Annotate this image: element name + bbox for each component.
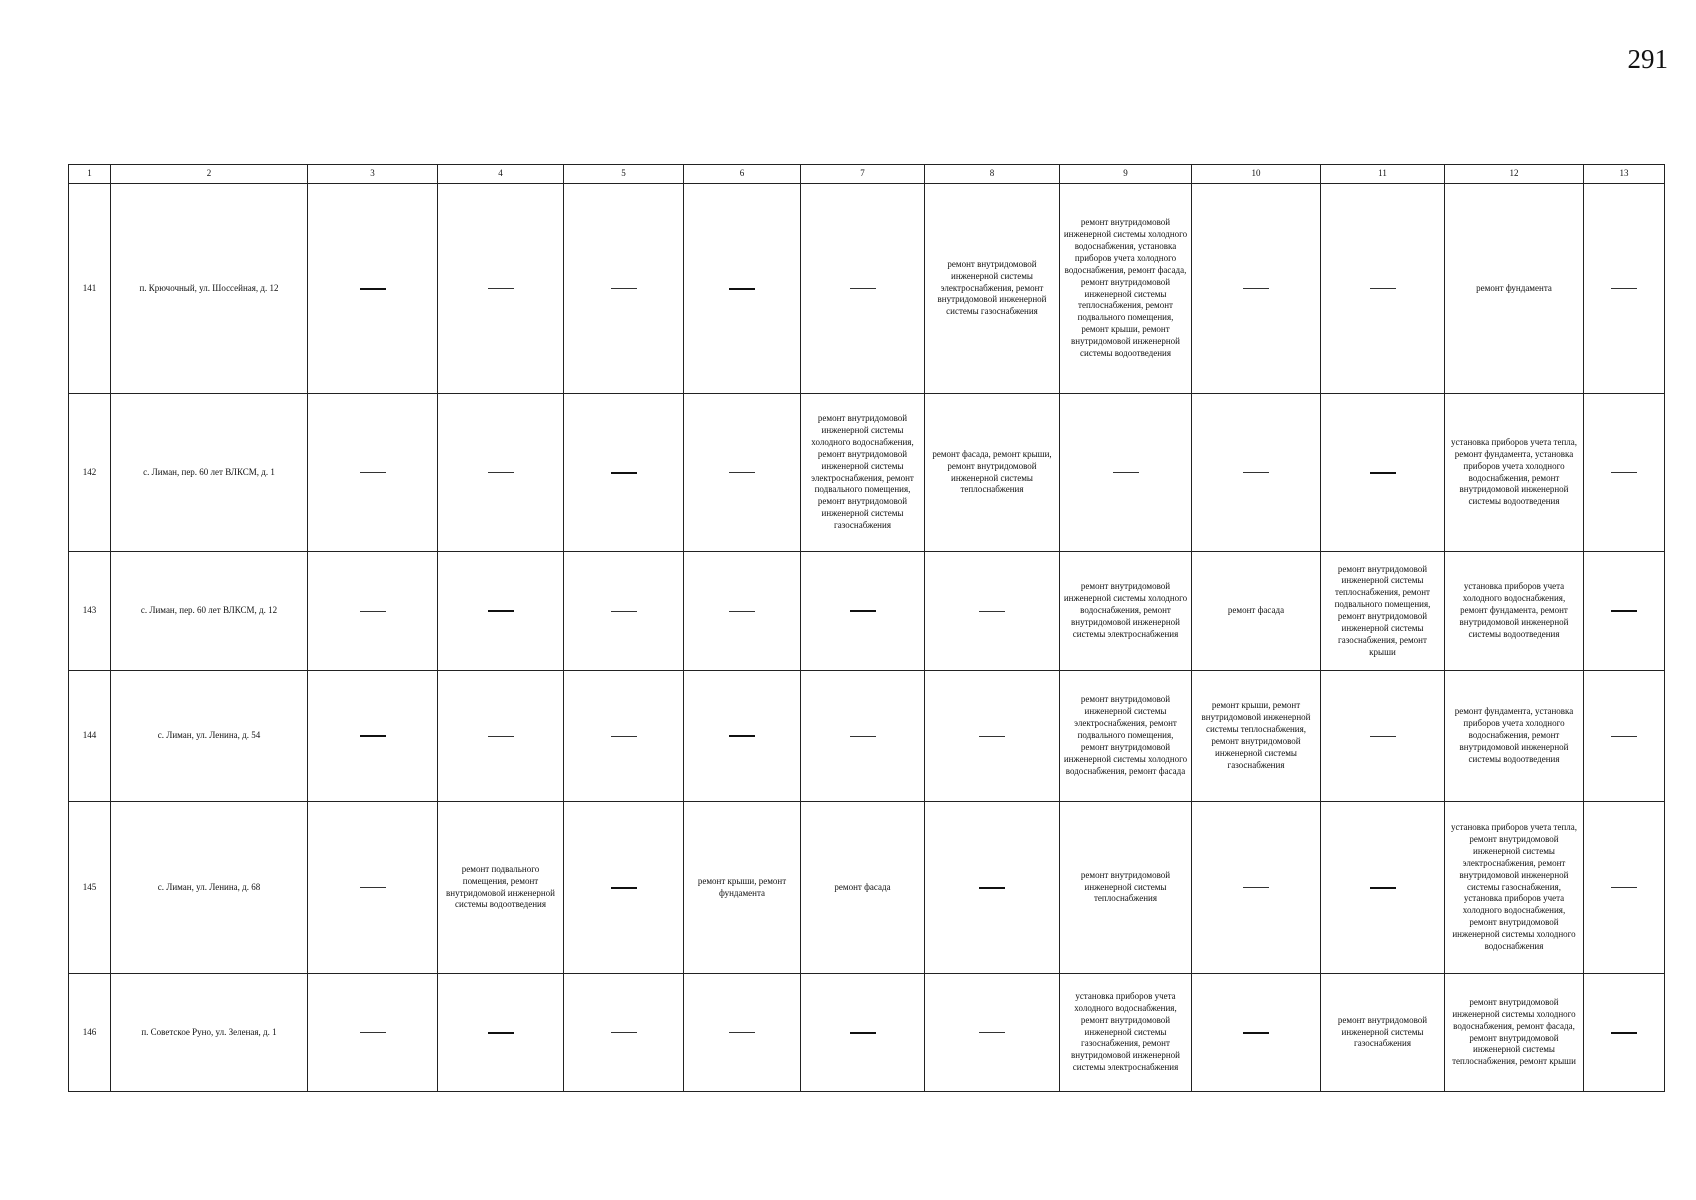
dash-mark bbox=[979, 887, 1005, 889]
empty-cell bbox=[1584, 802, 1665, 974]
empty-cell bbox=[1192, 184, 1321, 394]
empty-cell bbox=[684, 184, 801, 394]
work-cell bbox=[925, 394, 1060, 552]
empty-cell bbox=[438, 394, 564, 552]
work-cell bbox=[1060, 802, 1192, 974]
empty-cell bbox=[1192, 802, 1321, 974]
work-description: ремонт внутридомовой инженерной системы теплоснабжения, ремонт подвального помещения, ремонт внутридомовой инженерной системы газоснабжения, ремонт крыши bbox=[1334, 563, 1431, 657]
dash-mark bbox=[611, 611, 637, 612]
column-header: 8 bbox=[925, 165, 1060, 184]
empty-cell bbox=[564, 974, 684, 1092]
dash-mark bbox=[1611, 736, 1637, 737]
dash-mark bbox=[611, 1032, 637, 1033]
work-description: установка приборов учета тепла, ремонт внутридомовой инженерной системы электроснабжения, ремонт внутридомовой инженерной системы газоснабжения, установка приборов учета холодного водоснабжения, ремонт внутридомовой инженерной системы холодного водоснабжения bbox=[1450, 822, 1578, 951]
column-header: 2 bbox=[111, 165, 308, 184]
table-row bbox=[69, 974, 1665, 1092]
column-header: 9 bbox=[1060, 165, 1192, 184]
work-cell bbox=[1445, 184, 1584, 394]
work-cell bbox=[1445, 552, 1584, 671]
dash-mark bbox=[611, 736, 637, 737]
work-description: ремонт фасада bbox=[1227, 605, 1285, 616]
empty-cell bbox=[564, 802, 684, 974]
empty-cell bbox=[684, 974, 801, 1092]
dash-mark bbox=[360, 887, 386, 888]
dash-mark bbox=[488, 736, 514, 737]
dash-mark bbox=[850, 736, 876, 737]
work-description: ремонт крыши, ремонт фундамента bbox=[697, 875, 787, 898]
empty-cell bbox=[308, 671, 438, 802]
work-description: установка приборов учета холодного водоснабжения, ремонт внутридомовой инженерной системы газоснабжения, ремонт внутридомовой инженерной системы электроснабжения bbox=[1071, 990, 1180, 1073]
work-cell bbox=[1445, 394, 1584, 552]
table-row bbox=[69, 802, 1665, 974]
dash-mark bbox=[1611, 472, 1637, 473]
empty-cell bbox=[564, 671, 684, 802]
empty-cell bbox=[1584, 974, 1665, 1092]
empty-cell bbox=[438, 974, 564, 1092]
empty-cell bbox=[801, 974, 925, 1092]
work-description: ремонт фундамента bbox=[1476, 282, 1552, 293]
row-number: 142 bbox=[69, 394, 111, 552]
empty-cell bbox=[308, 974, 438, 1092]
table-row bbox=[69, 552, 1665, 671]
empty-cell bbox=[1060, 394, 1192, 552]
work-cell bbox=[1192, 671, 1321, 802]
dash-mark bbox=[1370, 736, 1396, 737]
work-cell bbox=[801, 802, 925, 974]
dash-mark bbox=[360, 611, 386, 612]
work-description: установка приборов учета холодного водоснабжения, ремонт фундамента, ремонт внутридомовой инженерной системы водоотведения bbox=[1459, 581, 1569, 639]
dash-mark bbox=[729, 611, 755, 612]
empty-cell bbox=[1321, 394, 1445, 552]
dash-mark bbox=[850, 610, 876, 612]
dash-mark bbox=[979, 736, 1005, 737]
work-description: ремонт внутридомовой инженерной системы газоснабжения bbox=[1337, 1014, 1428, 1049]
row-number: 144 bbox=[69, 671, 111, 802]
work-description: ремонт фундамента, установка приборов учета холодного водоснабжения, ремонт внутридомовой инженерной системы водоотведения bbox=[1454, 706, 1574, 764]
repair-schedule-table bbox=[68, 164, 1665, 1092]
column-header: 6 bbox=[684, 165, 801, 184]
work-cell bbox=[801, 394, 925, 552]
empty-cell bbox=[308, 394, 438, 552]
work-description: ремонт внутридомовой инженерной системы холодного водоснабжения, ремонт фасада, ремонт внутридомовой инженерной системы теплоснабжения, ремонт крыши bbox=[1452, 996, 1576, 1067]
dash-mark bbox=[488, 288, 514, 289]
empty-cell bbox=[308, 184, 438, 394]
table-row bbox=[69, 184, 1665, 394]
dash-mark bbox=[1243, 1032, 1269, 1034]
empty-cell bbox=[564, 552, 684, 671]
dash-mark bbox=[1243, 288, 1269, 289]
empty-cell bbox=[1584, 394, 1665, 552]
empty-cell bbox=[684, 552, 801, 671]
empty-cell bbox=[308, 552, 438, 671]
work-cell bbox=[1445, 802, 1584, 974]
column-header: 10 bbox=[1192, 165, 1321, 184]
column-header: 7 bbox=[801, 165, 925, 184]
empty-cell bbox=[438, 671, 564, 802]
page-number: 291 bbox=[1627, 44, 1668, 74]
dash-mark bbox=[1370, 288, 1396, 289]
address-cell: с. Лиман, пер. 60 лет ВЛКСМ, д. 12 bbox=[111, 552, 308, 671]
dash-mark bbox=[360, 472, 386, 473]
table-body bbox=[69, 184, 1665, 1092]
row-number: 145 bbox=[69, 802, 111, 974]
address-cell: п. Советское Руно, ул. Зеленая, д. 1 bbox=[111, 974, 308, 1092]
work-cell bbox=[925, 184, 1060, 394]
dash-mark bbox=[1243, 472, 1269, 473]
dash-mark bbox=[1113, 472, 1139, 473]
work-description: ремонт внутридомовой инженерной системы холодного водоснабжения, ремонт внутридомовой инженерной системы электроснабжения, ремонт подвального помещения, ремонт внутридомовой инженерной системы газоснабжения bbox=[811, 413, 914, 530]
column-header: 3 bbox=[308, 165, 438, 184]
work-cell bbox=[1321, 552, 1445, 671]
dash-mark bbox=[729, 472, 755, 473]
address-cell: п. Крючочный, ул. Шоссейная, д. 12 bbox=[111, 184, 308, 394]
work-cell bbox=[1445, 974, 1584, 1092]
dash-mark bbox=[979, 1032, 1005, 1033]
empty-cell bbox=[801, 552, 925, 671]
table-row bbox=[69, 671, 1665, 802]
empty-cell bbox=[925, 974, 1060, 1092]
work-cell bbox=[1192, 552, 1321, 671]
empty-cell bbox=[1192, 394, 1321, 552]
work-cell bbox=[1060, 671, 1192, 802]
table-row bbox=[69, 394, 1665, 552]
work-description: ремонт подвального помещения, ремонт внутридомовой инженерной системы водоотведения bbox=[446, 863, 555, 910]
work-cell bbox=[1060, 974, 1192, 1092]
dash-mark bbox=[1370, 472, 1396, 474]
dash-mark bbox=[850, 1032, 876, 1034]
dash-mark bbox=[729, 1032, 755, 1033]
empty-cell bbox=[1321, 184, 1445, 394]
address-cell: с. Лиман, ул. Ленина, д. 54 bbox=[111, 671, 308, 802]
dash-mark bbox=[360, 288, 386, 290]
empty-cell bbox=[564, 394, 684, 552]
address-cell: с. Лиман, ул. Ленина, д. 68 bbox=[111, 802, 308, 974]
dash-mark bbox=[488, 1032, 514, 1034]
work-cell bbox=[1060, 552, 1192, 671]
column-header: 1 bbox=[69, 165, 111, 184]
work-description: ремонт внутридомовой инженерной системы теплоснабжения bbox=[1080, 869, 1171, 904]
dash-mark bbox=[729, 735, 755, 737]
empty-cell bbox=[925, 802, 1060, 974]
work-cell bbox=[684, 802, 801, 974]
row-number: 143 bbox=[69, 552, 111, 671]
dash-mark bbox=[1611, 610, 1637, 612]
empty-cell bbox=[438, 184, 564, 394]
empty-cell bbox=[438, 552, 564, 671]
column-header: 11 bbox=[1321, 165, 1445, 184]
work-cell bbox=[438, 802, 564, 974]
dash-mark bbox=[850, 288, 876, 289]
empty-cell bbox=[308, 802, 438, 974]
dash-mark bbox=[611, 288, 637, 289]
work-description: ремонт фасада, ремонт крыши, ремонт внутридомовой инженерной системы теплоснабжения bbox=[932, 448, 1052, 495]
empty-cell bbox=[564, 184, 684, 394]
empty-cell bbox=[684, 394, 801, 552]
dash-mark bbox=[729, 288, 755, 290]
work-description: ремонт внутридомовой инженерной системы электроснабжения, ремонт подвального помещения, ремонт внутридомовой инженерной системы холодного водоснабжения, ремонт фасада bbox=[1063, 694, 1188, 776]
dash-mark bbox=[611, 887, 637, 889]
dash-mark bbox=[488, 472, 514, 473]
empty-cell bbox=[1321, 671, 1445, 802]
work-cell bbox=[1060, 184, 1192, 394]
dash-mark bbox=[1611, 1032, 1637, 1034]
empty-cell bbox=[1584, 552, 1665, 671]
work-description: ремонт фасада bbox=[834, 881, 891, 892]
row-number: 141 bbox=[69, 184, 111, 394]
dash-mark bbox=[360, 735, 386, 737]
work-cell bbox=[1445, 671, 1584, 802]
empty-cell bbox=[925, 552, 1060, 671]
dash-mark bbox=[611, 472, 637, 474]
empty-cell bbox=[801, 671, 925, 802]
empty-cell bbox=[1321, 802, 1445, 974]
empty-cell bbox=[1584, 671, 1665, 802]
column-header: 4 bbox=[438, 165, 564, 184]
row-number: 146 bbox=[69, 974, 111, 1092]
column-header: 12 bbox=[1445, 165, 1584, 184]
work-description: ремонт внутридомовой инженерной системы холодного водоснабжения, ремонт внутридомовой инженерной системы электроснабжения bbox=[1063, 581, 1188, 639]
column-header: 13 bbox=[1584, 165, 1665, 184]
dash-mark bbox=[1243, 887, 1269, 888]
address-cell: с. Лиман, пер. 60 лет ВЛКСМ, д. 1 bbox=[111, 394, 308, 552]
work-description: ремонт внутридомовой инженерной системы электроснабжения, ремонт внутридомовой инженерной системы газоснабжения bbox=[937, 258, 1047, 317]
dash-mark bbox=[1611, 887, 1637, 888]
empty-cell bbox=[684, 671, 801, 802]
work-cell bbox=[1321, 974, 1445, 1092]
dash-mark bbox=[488, 610, 514, 612]
work-description: ремонт внутридомовой инженерной системы холодного водоснабжения, установка приборов учета холодного водоснабжения, ремонт фасада, ремонт внутридомовой инженерной системы теплоснабжения, ремонт подвального помещения, ремонт крыши, ремонт внутридомовой инженерной системы водоотведения bbox=[1063, 217, 1188, 358]
dash-mark bbox=[1611, 288, 1637, 289]
column-header: 5 bbox=[564, 165, 684, 184]
empty-cell bbox=[801, 184, 925, 394]
dash-mark bbox=[979, 611, 1005, 612]
dash-mark bbox=[1370, 887, 1396, 889]
column-number-row bbox=[69, 165, 1665, 184]
dash-mark bbox=[360, 1032, 386, 1033]
work-description: установка приборов учета тепла, ремонт фундамента, установка приборов учета холодного водоснабжения, ремонт внутридомовой инженерной системы водоотведения bbox=[1450, 436, 1578, 507]
empty-cell bbox=[925, 671, 1060, 802]
work-description: ремонт крыши, ремонт внутридомовой инженерной системы теплоснабжения, ремонт внутридомовой инженерной системы газоснабжения bbox=[1201, 700, 1311, 770]
empty-cell bbox=[1584, 184, 1665, 394]
empty-cell bbox=[1192, 974, 1321, 1092]
